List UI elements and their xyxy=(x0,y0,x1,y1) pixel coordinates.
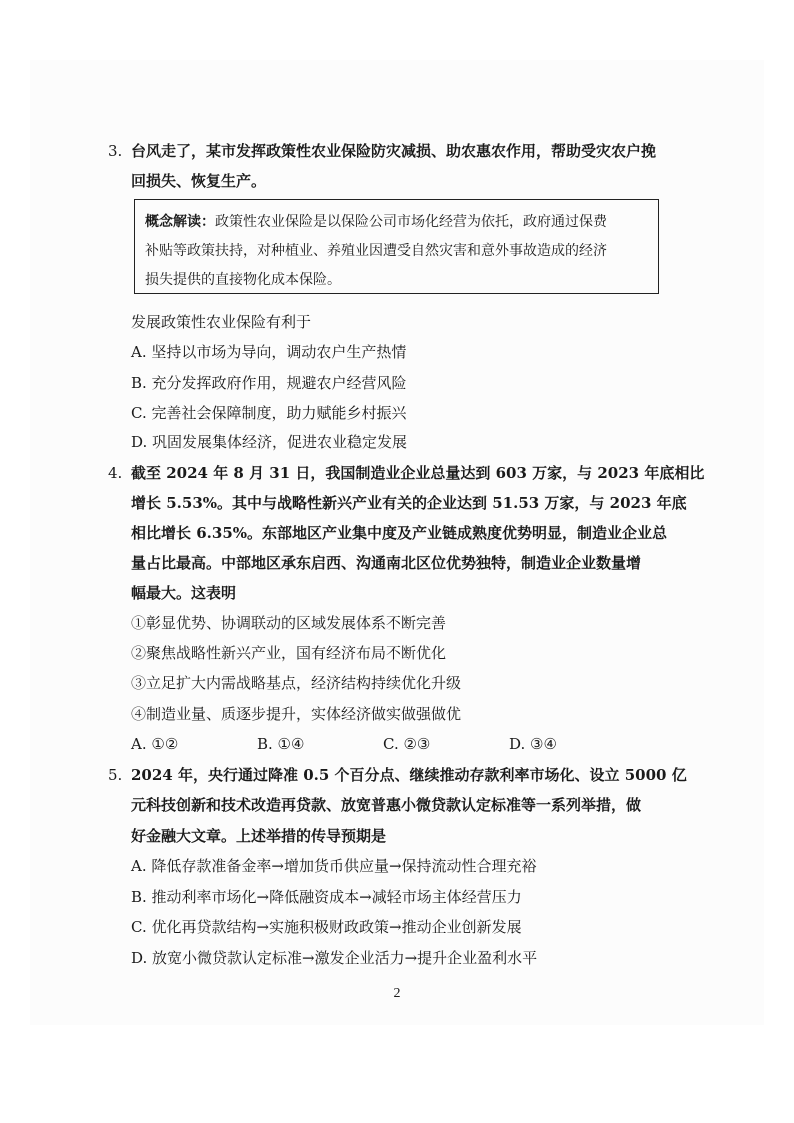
concept-box xyxy=(134,199,659,294)
question-stem-line: 台风走了，某市发挥政策性农业保险防灾减损、助农惠农作用，帮助受灾农户挽 xyxy=(131,142,657,160)
option-b: B. 充分发挥政府作用，规避农户经营风险 xyxy=(131,374,407,392)
question-stem-line: 好金融大文章。上述举措的传导预期是 xyxy=(131,827,387,845)
choice-d: D. ③④ xyxy=(509,735,557,753)
question-stem-line: 相比增长 6.35%。东部地区产业集中度及产业链成熟度优势明显，制造业企业总 xyxy=(131,524,668,542)
option-d: D. 放宽小微贷款认定标准→激发企业活力→提升企业盈利水平 xyxy=(131,949,538,967)
statement-2: ②聚焦战略性新兴产业，国有经济布局不断优化 xyxy=(131,644,447,662)
question-prompt: 发展政策性农业保险有利于 xyxy=(131,313,312,331)
concept-label: 概念解读： xyxy=(145,214,215,230)
option-a: A. 坚持以市场为导向，调动农户生产热情 xyxy=(131,343,407,361)
question-stem-line: 2024 年，央行通过降准 0.5 个百分点、继续推动存款利率市场化、设立 5000 亿 xyxy=(131,766,687,784)
question-stem-line: 截至 2024 年 8 月 31 日，我国制造业企业总量达到 603 万家，与 2023 年底相比 xyxy=(131,464,705,482)
question-number: 4. xyxy=(108,464,123,482)
question-stem-line: 回损失、恢复生产。 xyxy=(131,172,267,190)
option-a: A. 降低存款准备金率→增加货币供应量→保持流动性合理充裕 xyxy=(131,857,537,875)
question-stem-line: 元科技创新和技术改造再贷款、放宽普惠小微贷款认定标准等一系列举措，做 xyxy=(131,796,642,814)
choice-a: A. ①② xyxy=(131,735,179,753)
option-d: D. 巩固发展集体经济，促进农业稳定发展 xyxy=(131,433,408,451)
page-number: 2 xyxy=(393,986,401,1001)
question-stem-line: 增长 5.53%。其中与战略性新兴产业有关的企业达到 51.53 万家，与 2023 年底 xyxy=(131,494,687,512)
question-number: 5. xyxy=(108,766,123,784)
choice-b: B. ①④ xyxy=(257,735,305,753)
concept-text: 政策性农业保险是以保险公司市场化经营为依托，政府通过保费 xyxy=(215,214,607,230)
statement-3: ③立足扩大内需战略基点，经济结构持续优化升级 xyxy=(131,674,462,692)
option-c: C. 完善社会保障制度，助力赋能乡村振兴 xyxy=(131,404,407,422)
concept-text: 损失提供的直接物化成本保险。 xyxy=(145,272,341,288)
question-stem-line: 量占比最高。中部地区承东启西、沟通南北区位优势独特，制造业企业数量增 xyxy=(131,554,642,572)
concept-text: 补贴等政策扶持，对种植业、养殖业因遭受自然灾害和意外事故造成的经济 xyxy=(145,243,607,259)
option-c: C. 优化再贷款结构→实施积极财政政策→推动企业创新发展 xyxy=(131,918,522,936)
statement-1: ①彰显优势、协调联动的区域发展体系不断完善 xyxy=(131,614,447,632)
option-b: B. 推动利率市场化→降低融资成本→减轻市场主体经营压力 xyxy=(131,888,522,906)
statement-4: ④制造业量、质逐步提升，实体经济做实做强做优 xyxy=(131,705,462,723)
choice-c: C. ②③ xyxy=(383,735,431,753)
question-number: 3. xyxy=(108,142,123,160)
question-stem-line: 幅最大。这表明 xyxy=(131,584,237,602)
